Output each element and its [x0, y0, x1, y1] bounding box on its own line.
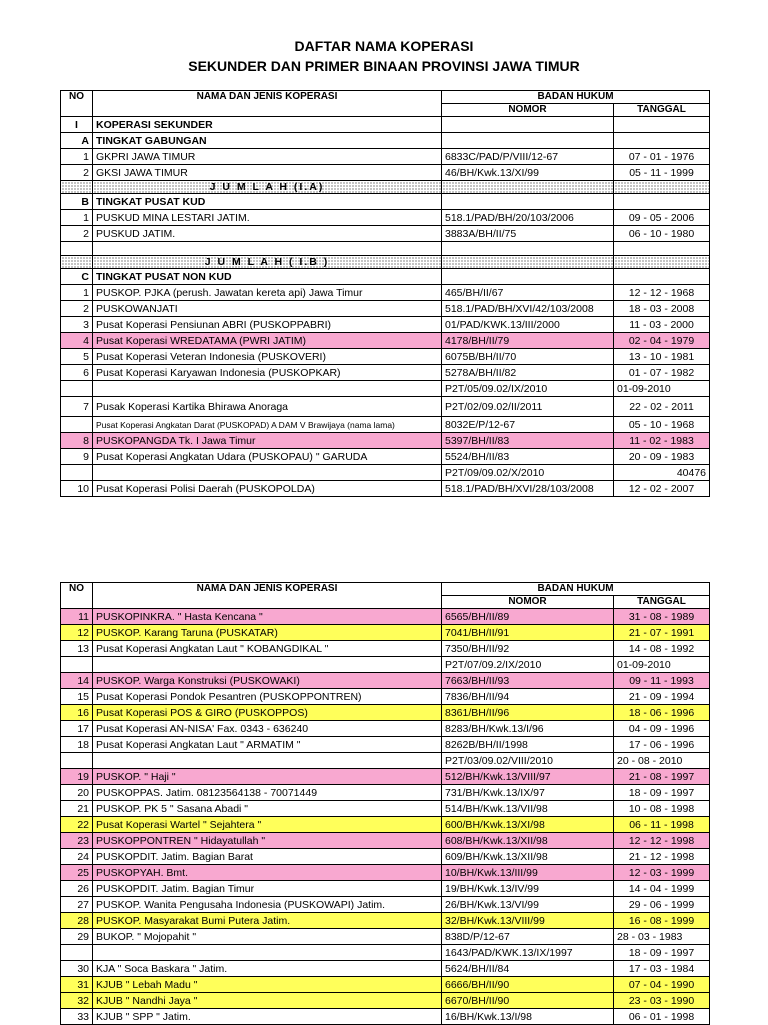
table-row: [61, 929, 710, 945]
row-no: 23: [61, 833, 93, 849]
row-nomor: 465/BH/II/67: [442, 285, 614, 301]
row-nama: PUSKOP. PK 5 " Sasana Abadi ": [93, 801, 442, 817]
header-tanggal: TANGGAL: [614, 596, 710, 609]
table-row: [61, 817, 710, 833]
row-no: 24: [61, 849, 93, 865]
row-tanggal: 40476: [614, 465, 710, 481]
header-no: NO: [61, 91, 93, 117]
row-nomor: 518.1/PAD/BH/XVI/28/103/2008: [442, 481, 614, 497]
row-tanggal: 16 - 08 - 1999: [614, 913, 710, 929]
row-nama: PUSKUD JATIM.: [93, 226, 442, 242]
row-nomor: 5524/BH/II/83: [442, 449, 614, 465]
table-row: [61, 657, 710, 673]
row-no: 21: [61, 801, 93, 817]
row-nama: Pusak Koperasi Kartika Bhirawa Anoraga: [93, 397, 442, 417]
table-row: [61, 737, 710, 753]
row-nomor: 7350/BH/II/92: [442, 641, 614, 657]
row-no: 2: [61, 165, 93, 181]
row-tanggal: 17 - 06 - 1996: [614, 737, 710, 753]
row-nomor: 609/BH/Kwk.13/XII/98: [442, 849, 614, 865]
row-nomor: 8262B/BH/II/1998: [442, 737, 614, 753]
row-nomor: 1643/PAD/KWK.13/IX/1997: [442, 945, 614, 961]
blank-row: [61, 242, 710, 256]
row-tanggal: 11 - 03 - 2000: [614, 317, 710, 333]
table-row: [61, 210, 710, 226]
table-row: [61, 365, 710, 381]
row-nomor: 518.1/PAD/BH/XVI/42/103/2008: [442, 301, 614, 317]
row-nomor: 6670/BH/II/90: [442, 993, 614, 1009]
row-no: 5: [61, 349, 93, 365]
section-label: KOPERASI SEKUNDER: [93, 117, 442, 133]
row-nomor: 5278A/BH/II/82: [442, 365, 614, 381]
row-nomor: 8032E/P/12-67: [442, 417, 614, 433]
row-nama: GKSI JAWA TIMUR: [93, 165, 442, 181]
row-tanggal: 21 - 12 - 1998: [614, 849, 710, 865]
section-no: B: [61, 194, 93, 210]
table-row: [61, 641, 710, 657]
row-nama: Pusat Koperasi Wartel " Sejahtera ": [93, 817, 442, 833]
row-tanggal: 31 - 08 - 1989: [614, 609, 710, 625]
row-no: [61, 945, 93, 961]
row-no: [61, 417, 93, 433]
row-tanggal: 18 - 03 - 2008: [614, 301, 710, 317]
row-nomor: P2T/07/09.2/IX/2010: [442, 657, 614, 673]
koperasi-table-1: [60, 90, 710, 497]
table-row: [61, 397, 710, 417]
header-nomor: NOMOR: [442, 104, 614, 117]
row-tanggal: 06 - 01 - 1998: [614, 1009, 710, 1025]
row-no: [61, 465, 93, 481]
table-row: [61, 945, 710, 961]
jumlah-label: J U M L A H ( I.B ): [93, 256, 442, 269]
row-nomor: 6666/BH/II/90: [442, 977, 614, 993]
row-nama: KJUB " Lebah Madu ": [93, 977, 442, 993]
table-header-row: [61, 91, 710, 104]
row-no: [61, 753, 93, 769]
row-nomor: 8283/BH/Kwk.13/I/96: [442, 721, 614, 737]
header-nama: NAMA DAN JENIS KOPERASI: [93, 91, 442, 117]
row-nama: PUSKOP. Karang Taruna (PUSKATAR): [93, 625, 442, 641]
row-nama: Pusat Koperasi Polisi Daerah (PUSKOPOLDA): [93, 481, 442, 497]
row-nama: Pusat Koperasi WREDATAMA (PWRI JATIM): [93, 333, 442, 349]
row-nama: Pusat Koperasi Pensiunan ABRI (PUSKOPPABRI): [93, 317, 442, 333]
row-no: 15: [61, 689, 93, 705]
row-nama: PUSKOPPAS. Jatim. 08123564138 - 70071449: [93, 785, 442, 801]
row-tanggal: 22 - 02 - 2011: [614, 397, 710, 417]
table-row: [61, 165, 710, 181]
row-nomor: 01/PAD/KWK.13/III/2000: [442, 317, 614, 333]
row-no: 32: [61, 993, 93, 1009]
row-nomor: P2T/02/09.02/II/2011: [442, 397, 614, 417]
row-nomor: 512/BH/Kwk.13/VIII/97: [442, 769, 614, 785]
row-nomor: 46/BH/Kwk.13/XI/99: [442, 165, 614, 181]
row-nama: Pusat Koperasi AN-NISA' Fax. 0343 - 636240: [93, 721, 442, 737]
row-nama: PUSKOPPONTREN " Hidayatullah ": [93, 833, 442, 849]
row-nomor: 8361/BH/II/96: [442, 705, 614, 721]
row-tanggal: 20 - 09 - 1983: [614, 449, 710, 465]
row-tanggal: 10 - 08 - 1998: [614, 801, 710, 817]
row-nama: KJA " Soca Baskara " Jatim.: [93, 961, 442, 977]
row-tanggal: 18 - 06 - 1996: [614, 705, 710, 721]
row-tanggal: 29 - 06 - 1999: [614, 897, 710, 913]
row-nomor: 26/BH/Kwk.13/VI/99: [442, 897, 614, 913]
row-nomor: 838D/P/12-67: [442, 929, 614, 945]
table-row: [61, 285, 710, 301]
row-nomor: P2T/03/09.02/VIII/2010: [442, 753, 614, 769]
row-nomor: 19/BH/Kwk.13/IV/99: [442, 881, 614, 897]
row-tanggal: 12 - 02 - 2007: [614, 481, 710, 497]
row-nomor: 4178/BH/II/79: [442, 333, 614, 349]
row-tanggal: 04 - 09 - 1996: [614, 721, 710, 737]
row-tanggal: 21 - 07 - 1991: [614, 625, 710, 641]
row-nomor: 5397/BH/II/83: [442, 433, 614, 449]
table-row: [61, 449, 710, 465]
row-tanggal: 14 - 08 - 1992: [614, 641, 710, 657]
row-tanggal: 09 - 05 - 2006: [614, 210, 710, 226]
table-row: [61, 769, 710, 785]
row-tanggal: 28 - 03 - 1983: [614, 929, 710, 945]
row-tanggal: 01-09-2010: [614, 657, 710, 673]
row-nama: Pusat Koperasi Angkatan Darat (PUSKOPAD) A DAM V Brawijaya (nama lama): [93, 417, 442, 433]
section-row: [61, 133, 710, 149]
row-nama: PUSKOP. " Haji ": [93, 769, 442, 785]
row-tanggal: 01 - 07 - 1982: [614, 365, 710, 381]
row-nama: Pusat Koperasi Pondok Pesantren (PUSKOPPONTREN): [93, 689, 442, 705]
table-row: [61, 465, 710, 481]
row-tanggal: 02 - 04 - 1979: [614, 333, 710, 349]
row-tanggal: 13 - 10 - 1981: [614, 349, 710, 365]
row-nama: PUSKOPANGDA Tk. I Jawa Timur: [93, 433, 442, 449]
row-no: 6: [61, 365, 93, 381]
row-nama: PUSKOWANJATI: [93, 301, 442, 317]
row-tanggal: 17 - 03 - 1984: [614, 961, 710, 977]
row-nomor: 608/BH/Kwk.13/XII/98: [442, 833, 614, 849]
row-nama: [93, 381, 442, 397]
row-nama: Pusat Koperasi Angkatan Udara (PUSKOPAU) " GARUDA: [93, 449, 442, 465]
row-nomor: 731/BH/Kwk.13/IX/97: [442, 785, 614, 801]
table-row: [61, 881, 710, 897]
section-row: [61, 194, 710, 210]
row-no: 25: [61, 865, 93, 881]
table-row: [61, 913, 710, 929]
row-nomor: 6565/BH/II/89: [442, 609, 614, 625]
header-nomor: NOMOR: [442, 596, 614, 609]
table-row: [61, 721, 710, 737]
row-tanggal: 07 - 04 - 1990: [614, 977, 710, 993]
row-nomor: 10/BH/Kwk.13/III/99: [442, 865, 614, 881]
table-row: [61, 897, 710, 913]
page-subtitle: SEKUNDER DAN PRIMER BINAAN PROVINSI JAWA TIMUR: [188, 58, 580, 74]
row-nomor: 7663/BH/II/93: [442, 673, 614, 689]
row-nama: PUSKOP. Wanita Pengusaha Indonesia (PUSKOWAPI) Jatim.: [93, 897, 442, 913]
row-tanggal: 12 - 03 - 1999: [614, 865, 710, 881]
row-no: 18: [61, 737, 93, 753]
row-tanggal: 18 - 09 - 1997: [614, 785, 710, 801]
row-nama: [93, 945, 442, 961]
row-no: 13: [61, 641, 93, 657]
row-no: 2: [61, 301, 93, 317]
row-no: 8: [61, 433, 93, 449]
row-tanggal: 11 - 02 - 1983: [614, 433, 710, 449]
table-row: [61, 977, 710, 993]
row-nama: [93, 753, 442, 769]
row-no: 28: [61, 913, 93, 929]
row-no: 27: [61, 897, 93, 913]
row-no: 19: [61, 769, 93, 785]
table-row: [61, 993, 710, 1009]
row-no: 1: [61, 149, 93, 165]
table-row: [61, 1009, 710, 1025]
row-tanggal: 09 - 11 - 1993: [614, 673, 710, 689]
row-nama: GKPRI JAWA TIMUR: [93, 149, 442, 165]
row-nomor: 518.1/PAD/BH/20/103/2006: [442, 210, 614, 226]
table-row: [61, 801, 710, 817]
row-tanggal: 01-09-2010: [614, 381, 710, 397]
row-no: 1: [61, 210, 93, 226]
row-no: 10: [61, 481, 93, 497]
row-tanggal: 05 - 11 - 1999: [614, 165, 710, 181]
row-nomor: 3883A/BH/II/75: [442, 226, 614, 242]
row-no: [61, 657, 93, 673]
section-row: [61, 269, 710, 285]
table-row: [61, 433, 710, 449]
row-nomor: 16/BH/Kwk.13/I/98: [442, 1009, 614, 1025]
table-row: [61, 625, 710, 641]
row-no: 30: [61, 961, 93, 977]
row-nama: PUSKUD MINA LESTARI JATIM.: [93, 210, 442, 226]
row-no: 14: [61, 673, 93, 689]
row-no: 29: [61, 929, 93, 945]
row-nomor: 6833C/PAD/P/VIII/12-67: [442, 149, 614, 165]
row-tanggal: 06 - 11 - 1998: [614, 817, 710, 833]
table-row: [61, 865, 710, 881]
row-nama: PUSKOPDIT. Jatim. Bagian Timur: [93, 881, 442, 897]
row-nama: PUSKOP. PJKA (perush. Jawatan kereta api) Jawa Timur: [93, 285, 442, 301]
row-nomor: 5624/BH/II/84: [442, 961, 614, 977]
row-no: 1: [61, 285, 93, 301]
row-no: 7: [61, 397, 93, 417]
row-nama: [93, 465, 442, 481]
row-no: 22: [61, 817, 93, 833]
table-row: [61, 785, 710, 801]
row-nama: PUSKOP. Warga Konstruksi (PUSKOWAKI): [93, 673, 442, 689]
row-no: 3: [61, 317, 93, 333]
table-row: [61, 481, 710, 497]
row-nama: Pusat Koperasi Veteran Indonesia (PUSKOVERI): [93, 349, 442, 365]
jumlah-label: J U M L A H (I.A): [93, 181, 442, 194]
row-no: 12: [61, 625, 93, 641]
section-label: TINGKAT GABUNGAN: [93, 133, 442, 149]
row-no: 17: [61, 721, 93, 737]
table-row: [61, 381, 710, 397]
row-nama: BUKOP. " Mojopahit ": [93, 929, 442, 945]
table-row: [61, 673, 710, 689]
page-title: DAFTAR NAMA KOPERASI: [294, 38, 474, 54]
table-row: [61, 226, 710, 242]
row-nama: Pusat Koperasi Angkatan Laut " KOBANGDIKAL ": [93, 641, 442, 657]
header-badan-hukum: BADAN HUKUM: [442, 91, 710, 104]
row-no: 9: [61, 449, 93, 465]
header-badan-hukum: BADAN HUKUM: [442, 583, 710, 596]
row-nama: Pusat Koperasi Angkatan Laut " ARMATIM ": [93, 737, 442, 753]
table-row: [61, 301, 710, 317]
row-tanggal: 07 - 01 - 1976: [614, 149, 710, 165]
row-nama: Pusat Koperasi POS & GIRO (PUSKOPPOS): [93, 705, 442, 721]
header-no: NO: [61, 583, 93, 609]
row-no: 33: [61, 1009, 93, 1025]
row-nama: PUSKOPDIT. Jatim. Bagian Barat: [93, 849, 442, 865]
row-tanggal: 23 - 03 - 1990: [614, 993, 710, 1009]
table-header-row: [61, 583, 710, 596]
table-row: [61, 349, 710, 365]
row-nomor: P2T/05/09.02/IX/2010: [442, 381, 614, 397]
row-nama: KJUB " Nandhi Jaya ": [93, 993, 442, 1009]
row-tanggal: 14 - 04 - 1999: [614, 881, 710, 897]
section-label: TINGKAT PUSAT NON KUD: [93, 269, 442, 285]
row-nomor: 7041/BH/II/91: [442, 625, 614, 641]
row-no: [61, 381, 93, 397]
table-row: [61, 609, 710, 625]
section-label: TINGKAT PUSAT KUD: [93, 194, 442, 210]
table-row: [61, 961, 710, 977]
table-row: [61, 417, 710, 433]
row-no: 20: [61, 785, 93, 801]
row-nama: PUSKOPYAH. Bmt.: [93, 865, 442, 881]
table-row: [61, 833, 710, 849]
table-row: [61, 149, 710, 165]
row-nomor: P2T/09/09.02/X/2010: [442, 465, 614, 481]
row-nama: [93, 657, 442, 673]
koperasi-table-2: [60, 582, 710, 1025]
row-nomor: 6075B/BH/II/70: [442, 349, 614, 365]
row-nama: PUSKOP. Masyarakat Bumi Putera Jatim.: [93, 913, 442, 929]
row-no: 31: [61, 977, 93, 993]
table-row: [61, 849, 710, 865]
section-no: I: [61, 117, 93, 133]
row-nama: KJUB " SPP " Jatim.: [93, 1009, 442, 1025]
row-nama: Pusat Koperasi Karyawan Indonesia (PUSKOPKAR): [93, 365, 442, 381]
table-row: [61, 753, 710, 769]
row-tanggal: 21 - 08 - 1997: [614, 769, 710, 785]
row-nomor: 600/BH/Kwk.13/XI/98: [442, 817, 614, 833]
row-tanggal: 21 - 09 - 1994: [614, 689, 710, 705]
section-row: [61, 117, 710, 133]
row-nama: PUSKOPINKRA. " Hasta Kencana ": [93, 609, 442, 625]
table-row: [61, 689, 710, 705]
row-no: 26: [61, 881, 93, 897]
row-tanggal: 06 - 10 - 1980: [614, 226, 710, 242]
section-no: A: [61, 133, 93, 149]
row-nomor: 514/BH/Kwk.13/VII/98: [442, 801, 614, 817]
table-row: [61, 333, 710, 349]
jumlah-row: [61, 256, 710, 269]
header-tanggal: TANGGAL: [614, 104, 710, 117]
row-tanggal: 18 - 09 - 1997: [614, 945, 710, 961]
table-row: [61, 705, 710, 721]
row-tanggal: 05 - 10 - 1968: [614, 417, 710, 433]
section-no: C: [61, 269, 93, 285]
header-nama: NAMA DAN JENIS KOPERASI: [93, 583, 442, 609]
row-tanggal: 12 - 12 - 1998: [614, 833, 710, 849]
row-tanggal: 20 - 08 - 2010: [614, 753, 710, 769]
row-tanggal: 12 - 12 - 1968: [614, 285, 710, 301]
row-no: 4: [61, 333, 93, 349]
row-nomor: 32/BH/Kwk.13/VIII/99: [442, 913, 614, 929]
row-no: 2: [61, 226, 93, 242]
row-no: 11: [61, 609, 93, 625]
table-row: [61, 317, 710, 333]
jumlah-row: [61, 181, 710, 194]
row-nomor: 7836/BH/II/94: [442, 689, 614, 705]
row-no: 16: [61, 705, 93, 721]
